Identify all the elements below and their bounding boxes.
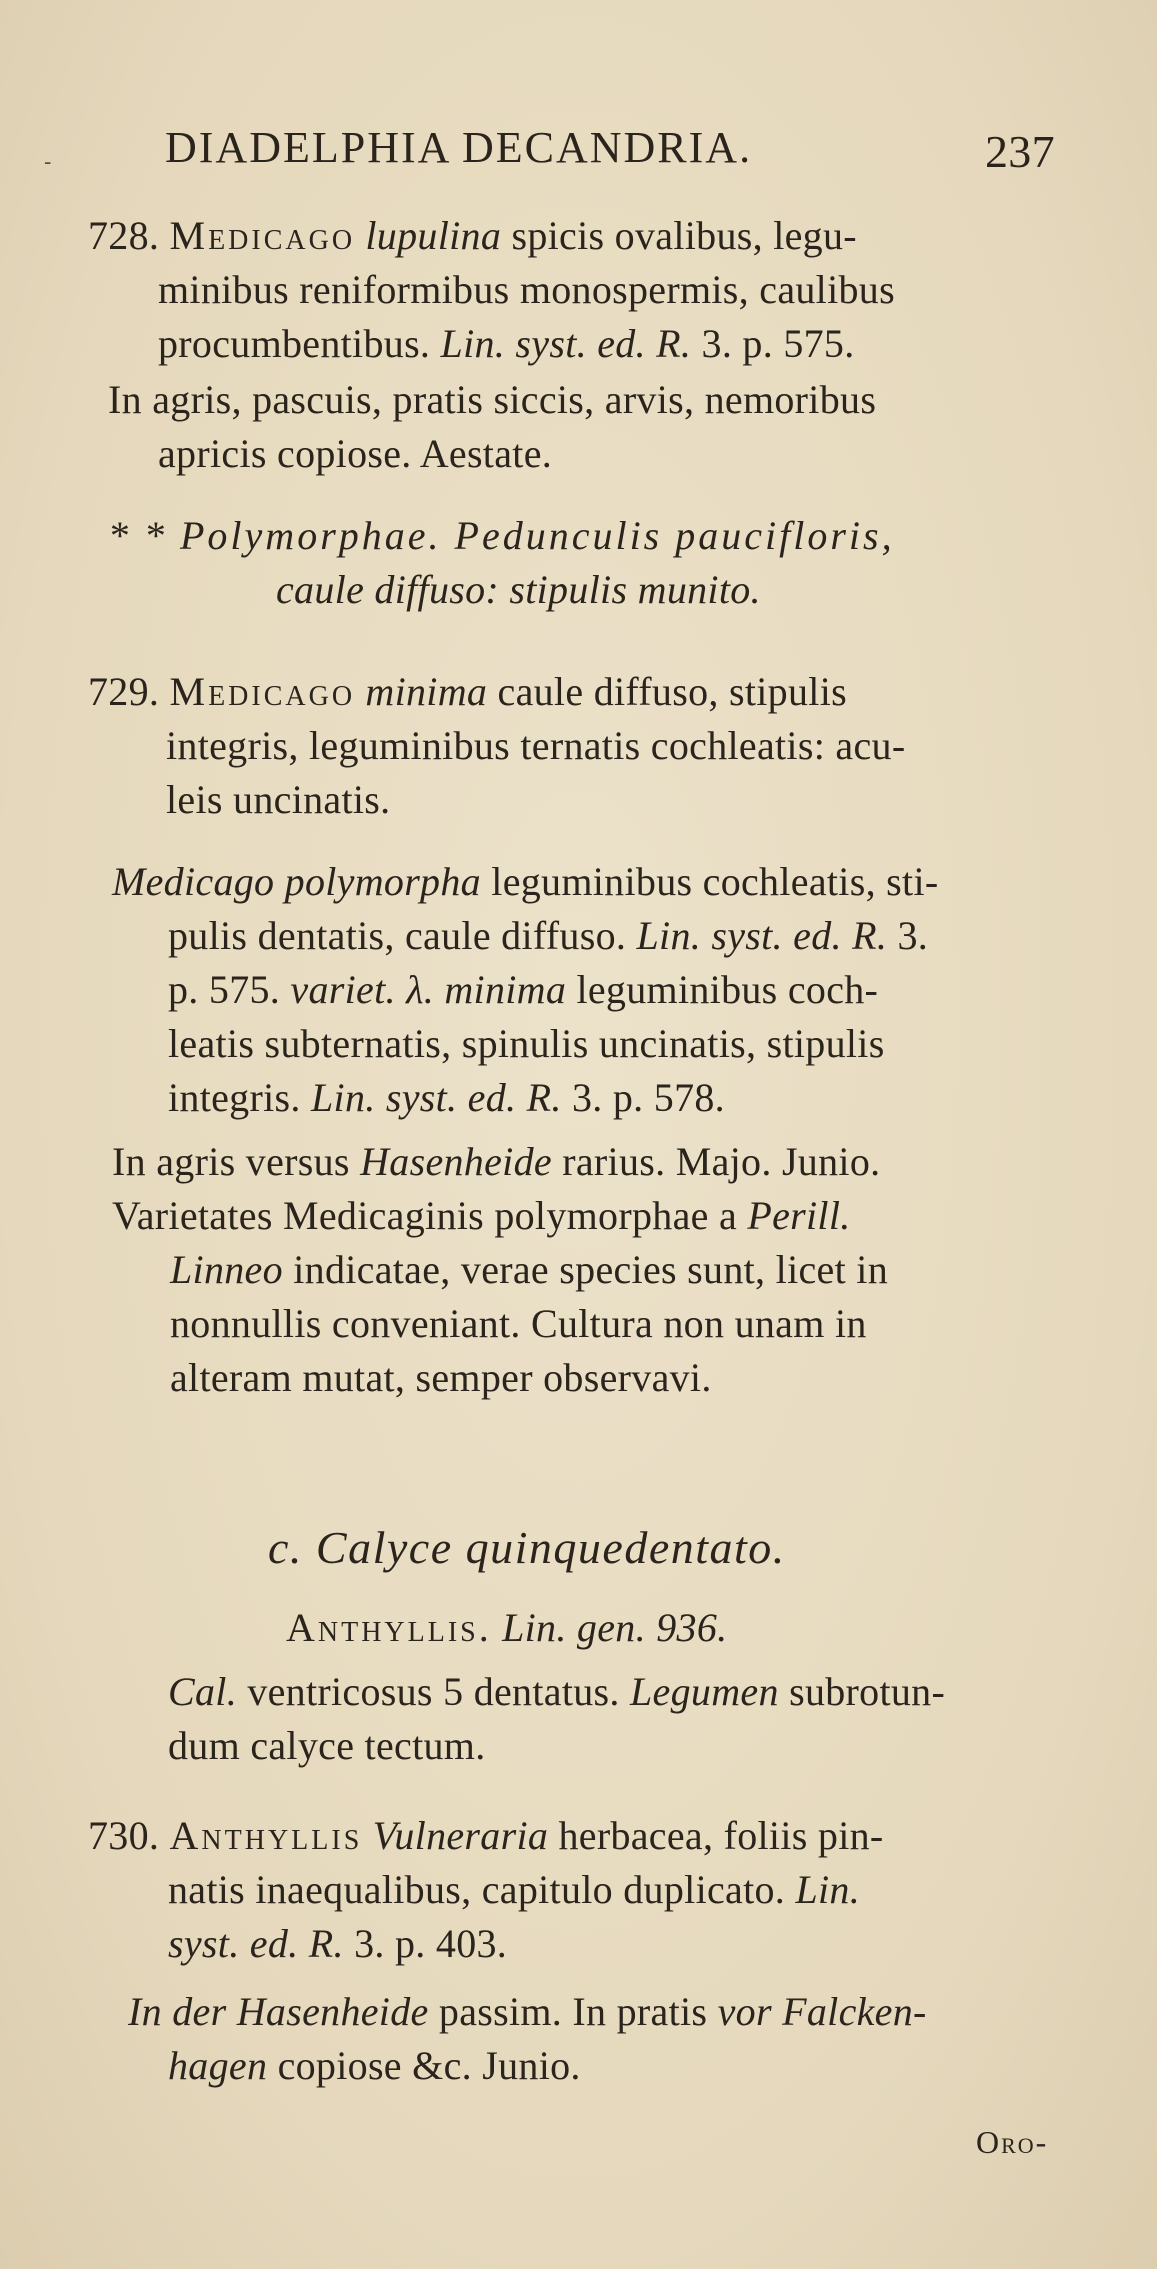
catchword: Oro- <box>976 2124 1049 2160</box>
place-name: vor Falcken- <box>717 1989 927 2034</box>
entry-728-habitat-1: In agris, pascuis, pratis siccis, arvis, nemoribus <box>108 377 877 422</box>
synonym-line-1: Medicago polymorpha leguminibus cochleatis, sti- <box>112 859 939 904</box>
synonym-line-2: pulis dentatis, caule diffuso. Lin. syst. ed. R. 3. <box>168 913 929 958</box>
genus-heading: Anthyllis. Lin. gen. 936. <box>286 1605 728 1650</box>
reference: Lin. gen. <box>502 1605 646 1650</box>
genus-name: Anthyllis <box>169 1813 363 1858</box>
place-name: Hasenheide <box>360 1139 552 1184</box>
entry-730-line-3: syst. ed. R. 3. p. 403. <box>168 1921 508 1966</box>
entry-number: 730. <box>88 1813 160 1858</box>
section-desc: caule diffuso: stipulis munito. <box>276 567 761 612</box>
page-number: 237 <box>985 126 1055 177</box>
entry-number: 729. <box>88 669 160 714</box>
species-name: minima <box>365 669 488 714</box>
reference: Lin. syst. ed. R. <box>440 321 692 366</box>
entry-730-habitat-1: In der Hasenheide passim. In pratis vor Falcken- <box>128 1989 927 2034</box>
note-line-2: Linneo indicatae, verae species sunt, licet in <box>170 1247 889 1292</box>
entry-728-line-1: 728. Medicago lupulina spicis ovalibus, legu- <box>88 213 857 258</box>
entry-730-line-1: 730. Anthyllis Vulneraria herbacea, foliis pin- <box>88 1813 884 1858</box>
genus-name: Anthyllis. <box>286 1605 492 1650</box>
place-name: In der Hasenheide <box>128 1989 429 2034</box>
section-title: Polymorphae. <box>180 513 442 558</box>
note-line-3: nonnullis conveniant. Cultura non unam in <box>170 1301 867 1346</box>
species-name: Vulneraria <box>372 1813 549 1858</box>
note-line-1: Varietates Medicaginis polymorphae a Perill. <box>112 1193 851 1238</box>
entry-729-line-1: 729. Medicago minima caule diffuso, stipulis <box>88 669 847 714</box>
entry-728-line-3: procumbentibus. Lin. syst. ed. R. 3. p. 575. <box>158 321 855 366</box>
note-line-4: alteram mutat, semper observavi. <box>170 1355 712 1400</box>
entry-728-line-2: minibus reniformibus monospermis, caulibus <box>158 267 895 312</box>
genus-name: Medicago <box>169 213 356 258</box>
running-header: DIADELPHIA DECANDRIA. <box>165 123 753 172</box>
entry-729-line-2: integris, leguminibus ternatis cochleatis: acu- <box>166 723 906 768</box>
entry-number: 728. <box>88 213 160 258</box>
entry-730-line-2: natis inaequalibus, capitulo duplicato. Lin. <box>168 1867 860 1912</box>
synonym-line-3: p. 575. variet. λ. minima leguminibus coch- <box>168 967 879 1012</box>
genus-name: Medicago <box>169 669 356 714</box>
species-name: lupulina <box>365 213 502 258</box>
reference: Lin. syst. ed. R. <box>636 913 888 958</box>
corner-mark: - <box>44 150 52 175</box>
section-heading: * * Polymorphae. Pedunculis paucifloris, <box>108 513 895 558</box>
subsection-title: c. Calyce quinquedentato. <box>268 1522 786 1573</box>
entry-729-habitat: In agris versus Hasenheide rarius. Majo. Junio. <box>112 1139 881 1184</box>
author-name: Perill. <box>747 1193 851 1238</box>
reference: syst. ed. R. <box>168 1921 344 1966</box>
reference: Lin. <box>795 1867 860 1912</box>
entry-730-habitat-2: hagen copiose &c. Junio. <box>168 2043 581 2088</box>
calyx-line-1: Cal. ventricosus 5 dentatus. Legumen subrotun- <box>168 1669 946 1714</box>
calyx-line-2: dum calyce tectum. <box>168 1723 486 1768</box>
synonym-name: Medicago polymorpha <box>112 859 481 904</box>
author-name: Linneo <box>170 1247 283 1292</box>
entry-728-habitat-2: apricis copiose. Aestate. <box>158 431 553 476</box>
synonym-line-4: leatis subternatis, spinulis uncinatis, stipulis <box>168 1021 885 1066</box>
synonym-line-5: integris. Lin. syst. ed. R. 3. p. 578. <box>168 1075 725 1120</box>
variety: variet. λ. minima <box>290 967 567 1012</box>
reference: Lin. syst. ed. R. <box>311 1075 562 1120</box>
place-name: hagen <box>168 2043 268 2088</box>
entry-729-line-3: leis uncinatis. <box>166 777 391 822</box>
